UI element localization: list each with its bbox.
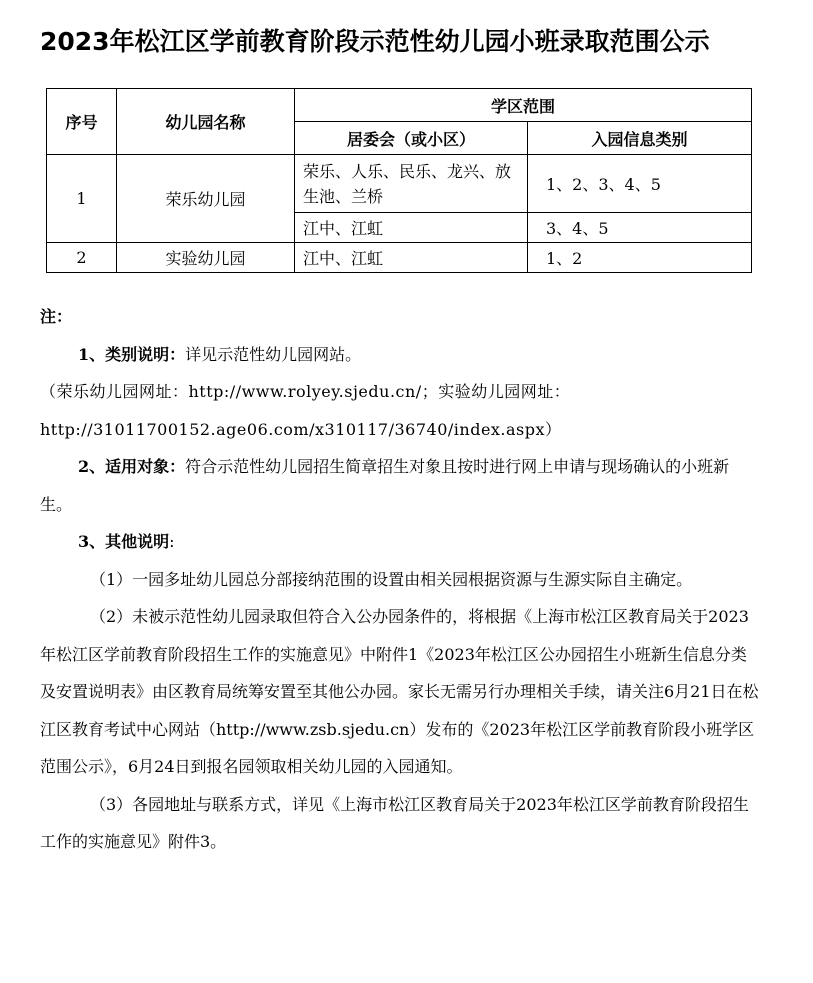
header-category: 入园信息类别	[528, 122, 752, 155]
note-item-2	[40, 448, 760, 523]
header-no: 序号	[47, 89, 117, 155]
header-committee: 居委会（或小区）	[295, 122, 528, 155]
note-sub-2: （2）未被示范性幼儿园录取但符合入公办园条件的，将根据《上海市松江区教育局关于2023年松江区学前教育阶段招生工作的实施意见》中附件1《2023年松江区公办园招生小班新生信息分类及安置说明表》由区教育局统筹安置至其他公办园。家长无需另行办理相关手续，请关注6月21日在松江区教育考试中心网站（http://www.zsb.sjedu.cn）发布的《2023年松江区学前教育阶段小班学区范围公示》，6月24日到报名园领取相关幼儿园的入园通知。	[40, 607, 759, 776]
note-item-3	[40, 523, 760, 561]
cell-committee: 江中、江虹	[295, 243, 528, 273]
note-item-3-label: 3、其他说明	[78, 532, 170, 551]
note-sub-3: （3）各园地址与联系方式，详见《上海市松江区教育局关于2023年松江区学前教育阶段招生工作的实施意见》附件3。	[40, 794, 749, 851]
note-item-1-label: 1、类别说明：	[78, 344, 186, 364]
notes-heading: 注：	[40, 307, 73, 326]
cell-no: 1	[47, 155, 117, 243]
note-item-2-text: 符合示范性幼儿园招生简章招生对象且按时进行网上申请与现场确认的小班新生。	[40, 457, 730, 514]
cell-no: 2	[47, 243, 117, 273]
page-title: 2023年松江区学前教育阶段示范性幼儿园小班录取范围公示	[40, 27, 710, 56]
cell-committee: 荣乐、人乐、民乐、龙兴、放生池、兰桥	[295, 155, 528, 213]
cell-name: 实验幼儿园	[117, 243, 295, 273]
note-item-1	[40, 336, 760, 374]
admission-table	[46, 88, 752, 273]
header-name: 幼儿园名称	[117, 89, 295, 155]
table-row	[47, 155, 752, 213]
header-district: 学区范围	[295, 89, 752, 122]
table-row	[47, 243, 752, 273]
notes-section	[40, 298, 760, 861]
note-sub-1: （1）一园多址幼儿园总分部接纳范围的设置由相关园根据资源与生源实际自主确定。	[90, 569, 693, 589]
note-item-1-links: （荣乐幼儿园网址：http://www.rolyey.sjedu.cn/；实验幼儿园网址：http://31011700152.age06.com/x310117/36740/index.aspx）	[40, 382, 571, 439]
cell-category: 3、4、5	[528, 213, 752, 243]
note-item-2-label: 2、适用对象：	[78, 457, 186, 476]
cell-committee: 江中、江虹	[295, 213, 528, 243]
cell-name: 荣乐幼儿园	[117, 155, 295, 243]
cell-category: 1、2、3、4、5	[528, 155, 752, 213]
note-item-3-colon: :	[169, 532, 175, 551]
table-header-row	[47, 89, 752, 122]
note-item-1-text: 详见示范性幼儿园网站。	[185, 344, 362, 364]
cell-category: 1、2	[528, 243, 752, 273]
